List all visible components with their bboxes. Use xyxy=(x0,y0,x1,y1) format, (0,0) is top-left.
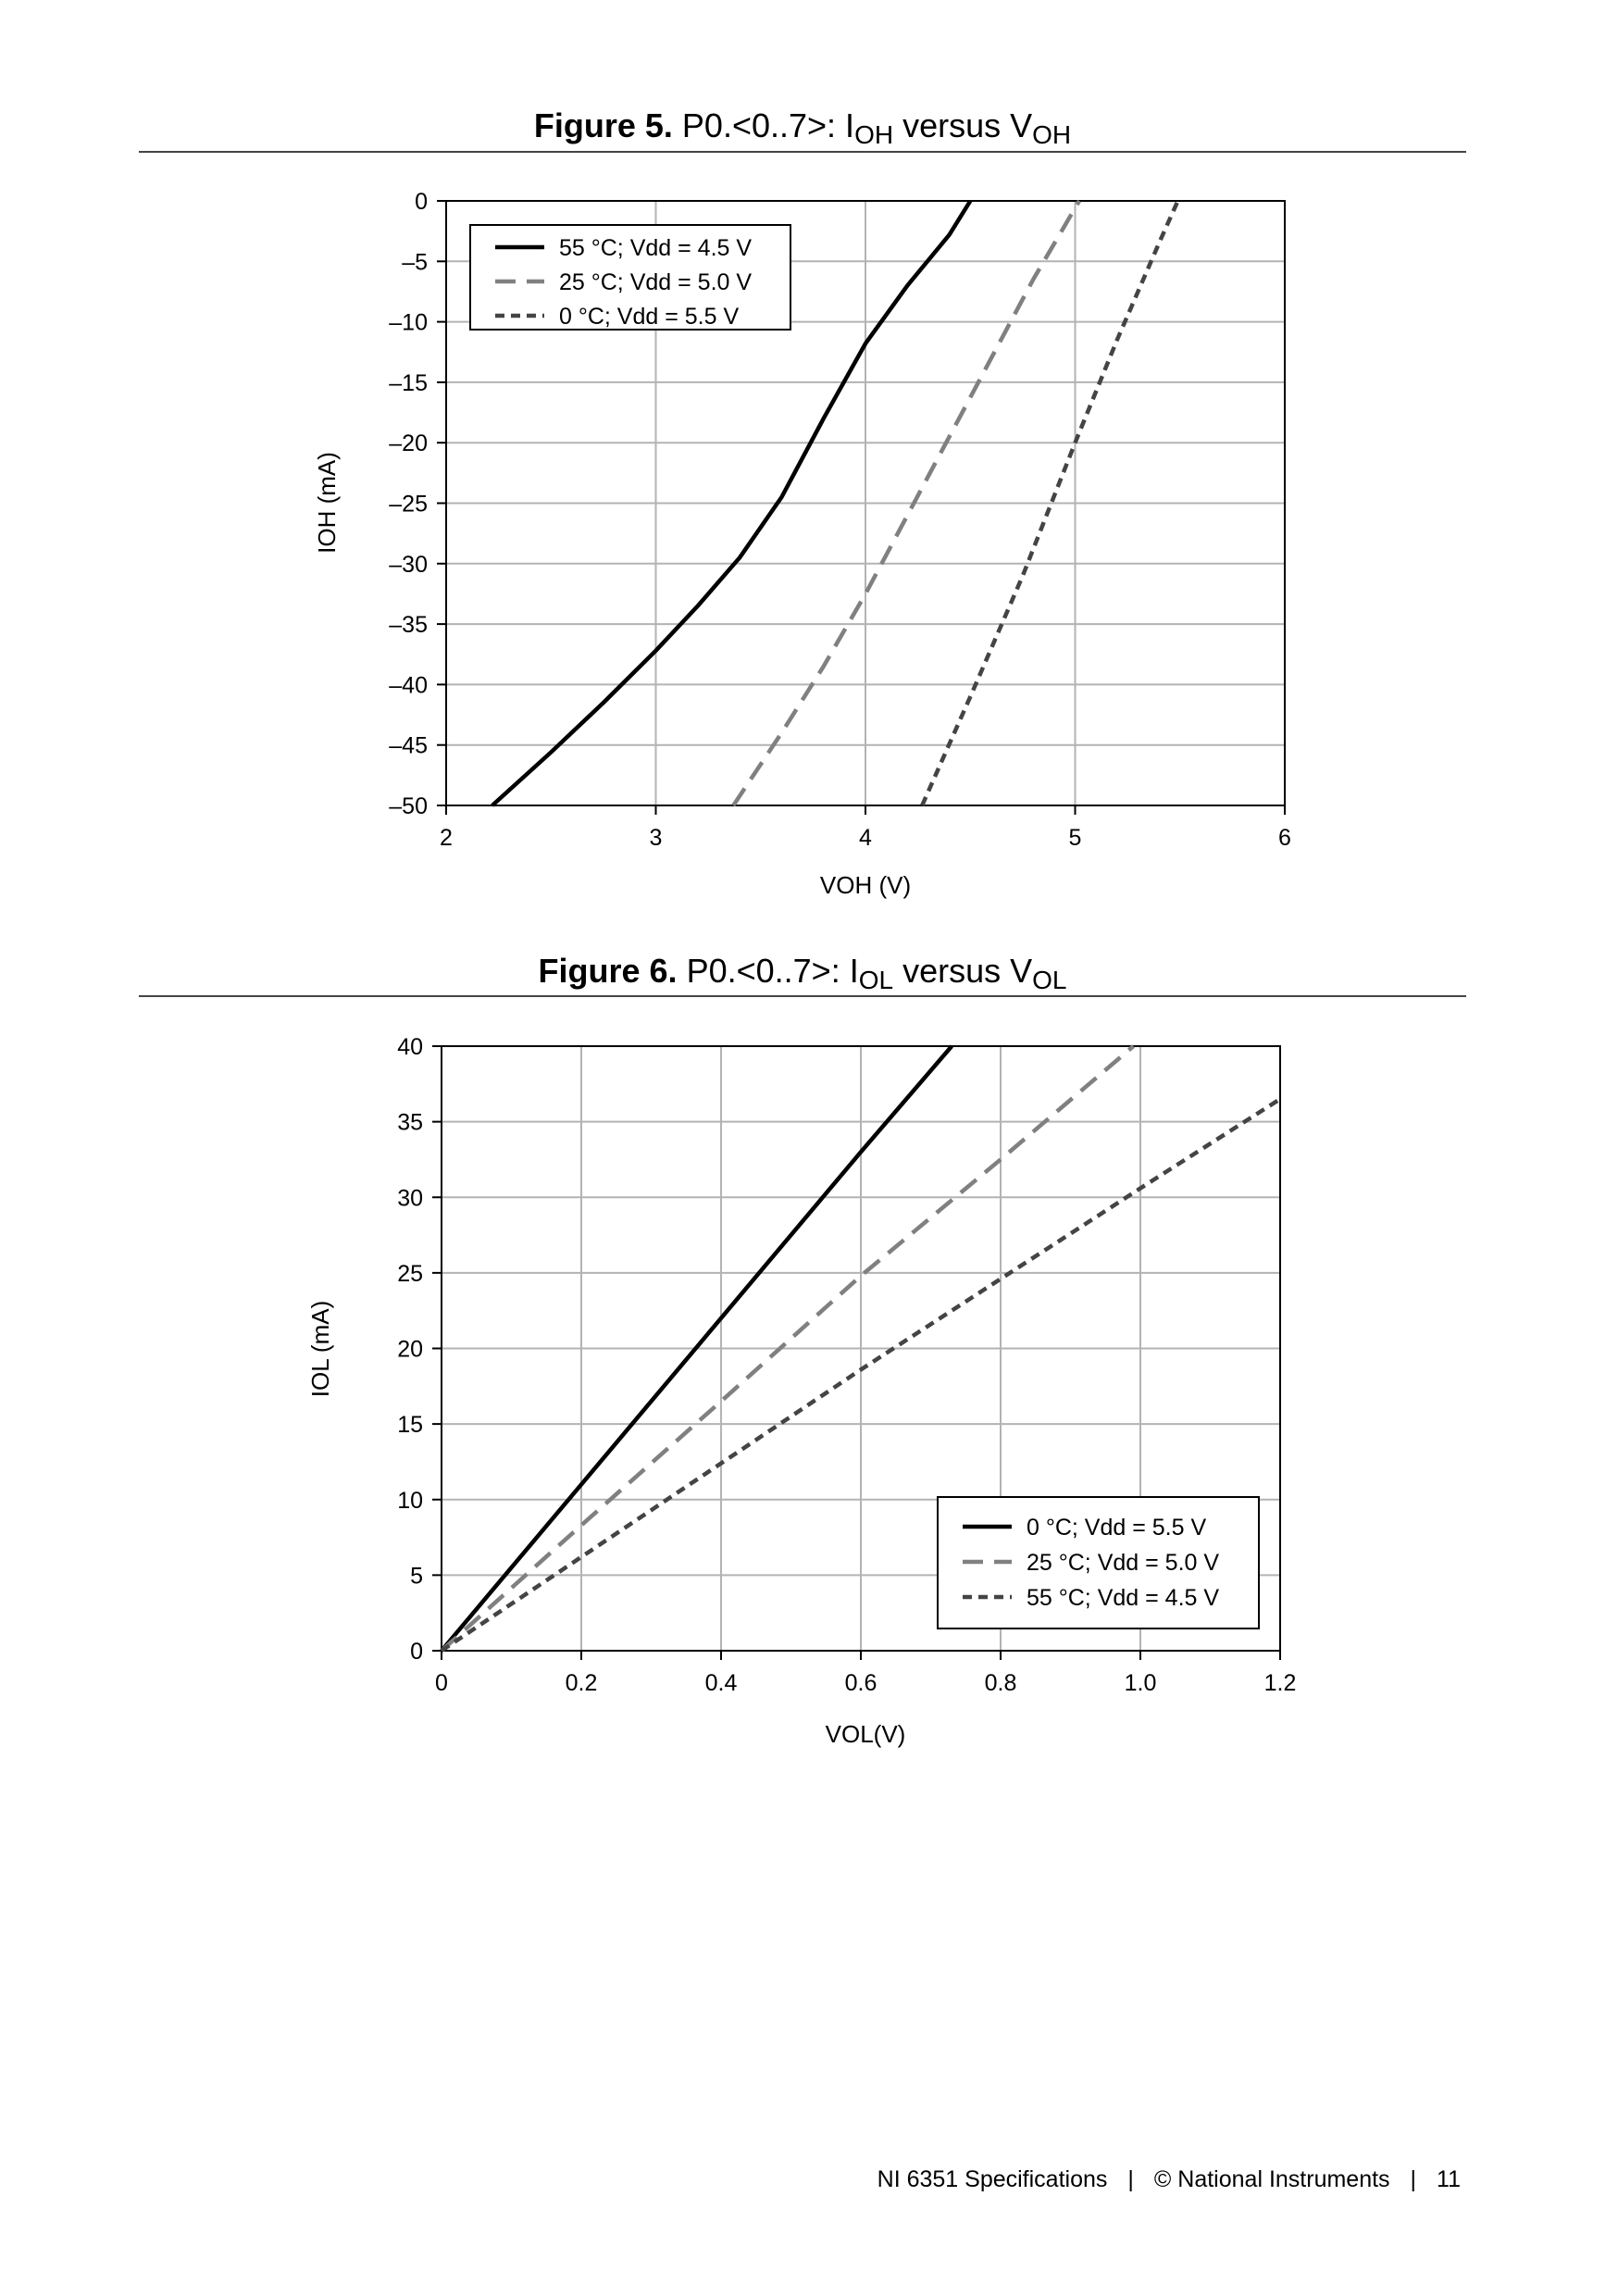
y-tick-label: 35 xyxy=(397,1109,423,1136)
figure-5-title xyxy=(139,106,1466,149)
footer-page-number: 11 xyxy=(1437,2166,1461,2192)
y-tick-label: 25 xyxy=(397,1260,423,1287)
y-axis-title: IOL (mA) xyxy=(306,1300,334,1398)
x-tick-label: 0.2 xyxy=(565,1670,598,1696)
y-tick-label: –50 xyxy=(389,793,428,819)
footer-separator: | xyxy=(1127,2166,1134,2192)
x-tick-label: 0.6 xyxy=(844,1670,877,1696)
legend-label: 25 °C; Vdd = 5.0 V xyxy=(559,269,753,295)
legend-label: 55 °C; Vdd = 4.5 V xyxy=(559,235,753,261)
figure-6-title-sub1: OL xyxy=(858,966,894,994)
figure-6-title-prefix: P0.<0..7>: I xyxy=(686,952,859,990)
y-tick-label: –35 xyxy=(389,612,428,639)
figure-6-title-mid: versus V xyxy=(893,952,1033,990)
x-axis-title: VOH (V) xyxy=(819,871,912,899)
legend-label: 0 °C; Vdd = 5.5 V xyxy=(559,304,740,330)
x-tick-label: 3 xyxy=(649,825,663,851)
legend xyxy=(938,1497,1259,1628)
figure-5-title-sub2: OH xyxy=(1032,120,1072,149)
y-tick-label: 40 xyxy=(397,1034,423,1060)
footer-separator: | xyxy=(1410,2166,1417,2192)
y-tick-label: 0 xyxy=(410,1639,423,1665)
axes xyxy=(313,189,1291,899)
x-tick-label: 5 xyxy=(1068,825,1082,851)
figure-5-rule xyxy=(139,151,1466,153)
y-tick-label: –10 xyxy=(389,309,428,336)
y-tick-label: –30 xyxy=(389,551,428,578)
legend-label: 0 °C; Vdd = 5.5 V xyxy=(1027,1515,1207,1541)
y-tick-label: –40 xyxy=(389,672,428,699)
figure-5-title-sub1: OH xyxy=(854,120,894,149)
y-tick-label: –15 xyxy=(389,369,428,396)
figure-6-title-sub2: OL xyxy=(1032,966,1067,994)
figure-5-title-prefix: P0.<0..7>: I xyxy=(681,106,855,144)
page-footer xyxy=(877,2166,1461,2193)
footer-doc-title: NI 6351 Specifications xyxy=(877,2166,1108,2192)
y-tick-label: –20 xyxy=(389,430,428,457)
y-tick-label: 5 xyxy=(410,1563,423,1590)
y-tick-label: –45 xyxy=(389,732,428,759)
y-tick-label: 10 xyxy=(397,1487,423,1514)
figure-5-chart xyxy=(0,167,1618,926)
figure-5-label: Figure 5. xyxy=(533,106,673,144)
x-tick-label: 0.8 xyxy=(984,1670,1017,1696)
y-tick-label: 30 xyxy=(397,1185,423,1212)
figure-6-chart xyxy=(0,1009,1618,1778)
y-tick-label: 20 xyxy=(397,1336,423,1363)
legend-label: 55 °C; Vdd = 4.5 V xyxy=(1027,1585,1220,1611)
figure-6-label: Figure 6. xyxy=(538,952,678,990)
y-tick-label: 15 xyxy=(397,1412,423,1439)
footer-copyright: © National Instruments xyxy=(1153,2166,1390,2192)
figure-6-rule xyxy=(139,995,1466,997)
x-axis-title: VOL(V) xyxy=(825,1720,906,1748)
x-tick-label: 4 xyxy=(859,825,872,851)
x-tick-label: 0.4 xyxy=(704,1670,738,1696)
y-tick-label: 0 xyxy=(415,189,428,215)
figure-5-title-mid: versus V xyxy=(893,106,1033,144)
x-tick-label: 6 xyxy=(1278,825,1291,851)
x-tick-label: 2 xyxy=(440,825,453,851)
x-tick-label: 1.2 xyxy=(1263,1670,1297,1696)
legend xyxy=(470,225,790,330)
legend-label: 25 °C; Vdd = 5.0 V xyxy=(1027,1550,1220,1576)
x-tick-label: 0 xyxy=(435,1670,448,1696)
y-tick-label: –25 xyxy=(389,491,428,518)
x-tick-label: 1.0 xyxy=(1124,1670,1157,1696)
y-tick-label: –5 xyxy=(402,249,428,276)
y-axis-title: IOH (mA) xyxy=(313,452,341,554)
figure-6-title xyxy=(139,951,1466,992)
